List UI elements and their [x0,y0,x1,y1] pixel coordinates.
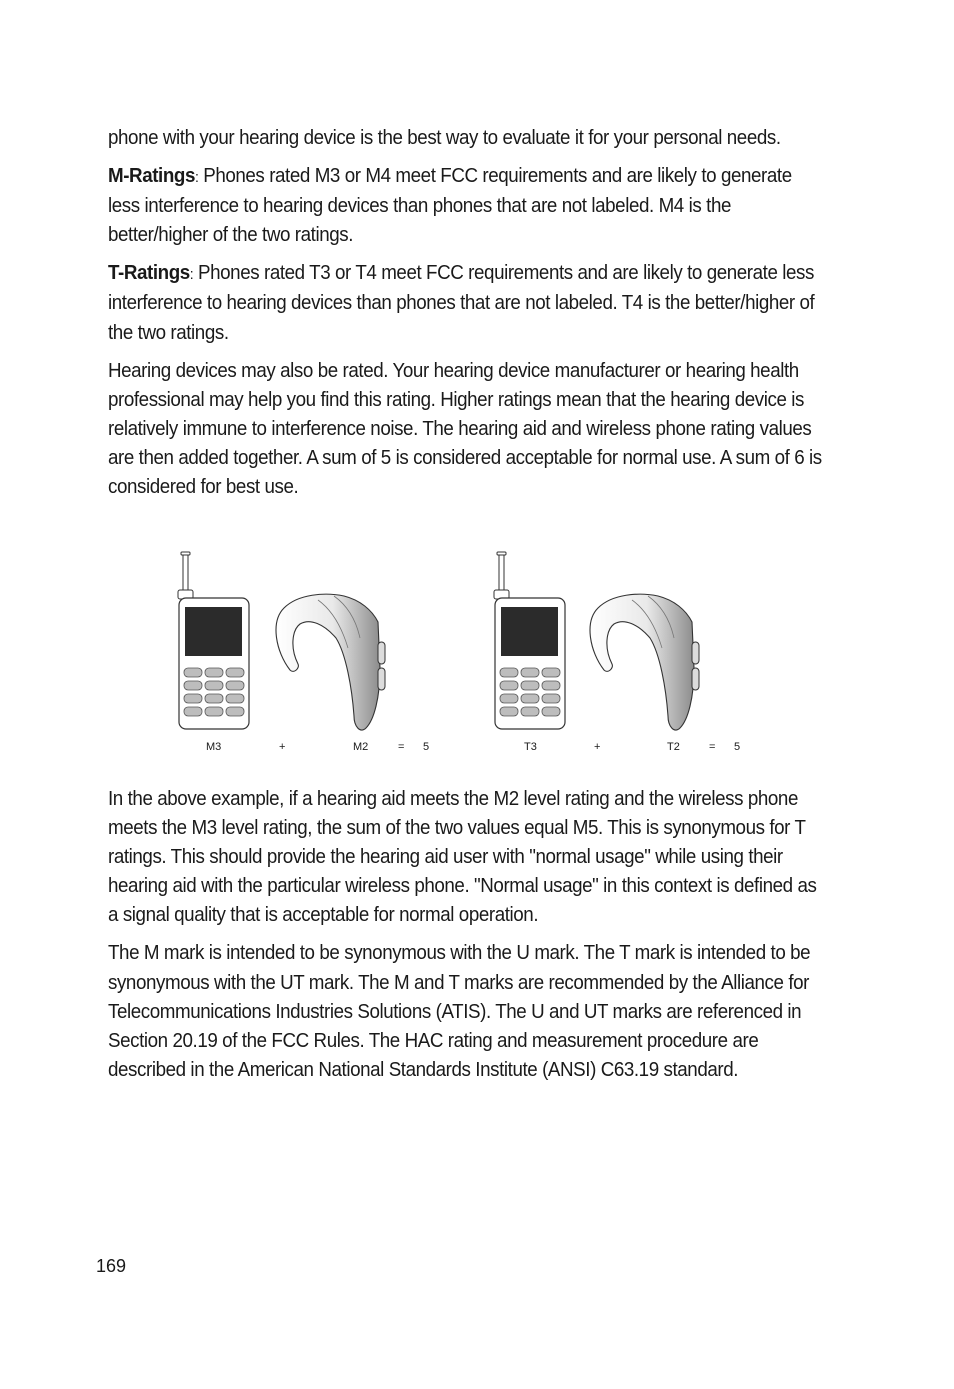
right-phone-rating-label: T3 [524,741,537,753]
right-plus-sign: + [594,741,601,753]
paragraph-example: In the above example, if a hearing aid meets the M2 level rating and the wireless phone meets the M3 level rating, the sum of the two values equal M5. This is synonymous for T ratings. This should provide the hearing aid user with "normal usage" while using their hearing aid with the particular wireless phone. "Normal usage" in this context is defined as a signal quality that is acceptable for normal operation. [108,788,817,927]
document-body-continued [108,785,824,1094]
right-hearing-aid-rating-label: T2 [667,741,680,753]
paragraph-t-ratings [108,259,824,347]
t-ratings-colon: : [189,266,194,284]
paragraph-marks: The M mark is intended to be synonymous with the U mark. The T mark is intended to be synonymous with the UT mark. The M and T marks are recommended by the Alliance for Telecommunications Industries Solutions (ATIS). The U and UT marks are referenced in Section 20.19 of the FCC Rules. The HAC rating and measurement procedure are described in the American National Standards Institute (ANSI) C63.19 standard. [108,942,811,1081]
left-hearing-aid-rating-label: M2 [353,741,369,753]
right-hearing-aid-illustration [590,594,699,730]
m-ratings-colon: : [194,169,199,187]
hac-rating-figure [170,548,790,763]
m-ratings-text: Phones rated M3 or M4 meet FCC requirements and are likely to generate less interference to hearing devices than phones that are not labeled. M4 is the better/higher of the two ratings. [108,165,792,247]
left-phone-rating-label: M3 [206,741,222,753]
right-sum-label: 5 [734,741,741,753]
left-sum-label: 5 [423,741,430,753]
t-ratings-term: T-Ratings [108,262,190,285]
document-body [108,124,824,511]
right-phone-illustration [494,552,565,729]
paragraph-m-ratings [108,162,824,250]
left-hearing-aid-illustration [276,594,385,730]
paragraph-hearing-devices: Hearing devices may also be rated. Your hearing device manufacturer or hearing health professional may help you find this rating. Higher ratings mean that the hearing device is relatively immune to interference noise. The hearing aid and wireless phone rating values are then added together. A sum of 5 is considered acceptable for normal use. A sum of 6 is considered for best use. [108,359,822,499]
left-plus-sign: + [279,741,286,753]
left-equals-sign: = [398,741,405,753]
m-ratings-term: M-Ratings [108,165,195,188]
left-phone-illustration [178,552,249,729]
right-equals-sign: = [709,741,716,753]
t-ratings-text: Phones rated T3 or T4 meet FCC requirements and are likely to generate less interference to hearing devices than phones that are not labeled. T4 is the better/higher of the two ratings. [108,262,815,344]
paragraph-intro: phone with your hearing device is the best way to evaluate it for your personal needs. [108,127,781,149]
page-number: 169 [96,1256,127,1276]
hac-illustration [170,548,790,763]
